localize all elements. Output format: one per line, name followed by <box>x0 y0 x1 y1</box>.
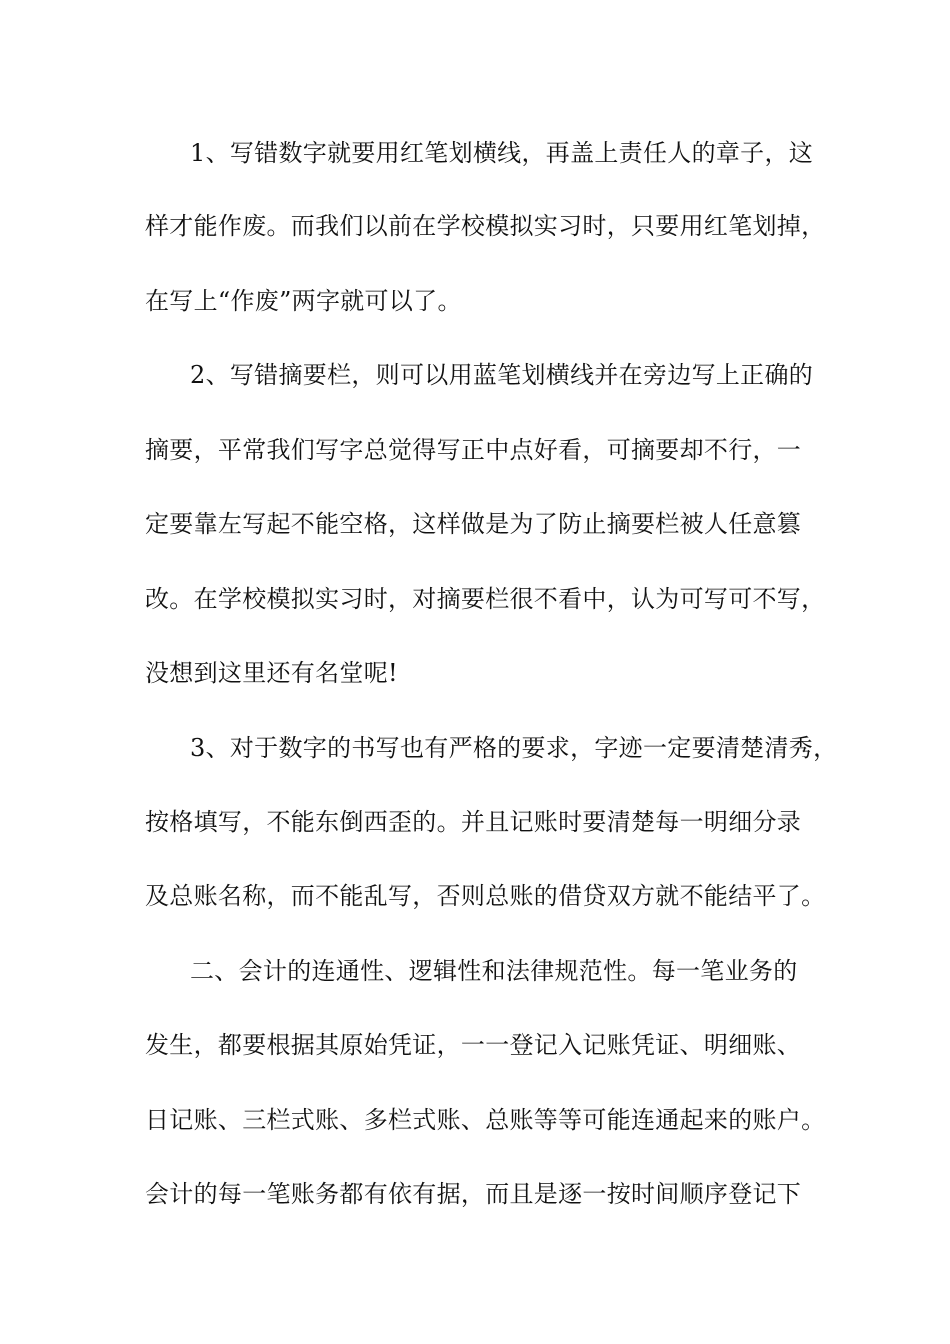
text-line: 在写上“作废”两字就可以了。 <box>145 287 462 315</box>
text-line: 2、写错摘要栏，则可以用蓝笔划横线并在旁边写上正确的 <box>190 361 814 389</box>
text-line: 定要靠左写起不能空格，这样做是为了防止摘要栏被人任意篡 <box>145 510 802 538</box>
text-line: 改。在学校模拟实习时，对摘要栏很不看中，认为可写可不写， <box>145 585 826 613</box>
text-line: 3、对于数字的书写也有严格的要求，字迹一定要清楚清秀， <box>190 734 838 762</box>
text-line: 1、写错数字就要用红笔划横线，再盖上责任人的章子，这 <box>190 139 814 167</box>
text-line: 会计的每一笔账务都有依有据，而且是逐一按时间顺序登记下 <box>145 1180 802 1208</box>
text-line: 日记账、三栏式账、多栏式账、总账等等可能连通起来的账户。 <box>145 1106 826 1134</box>
text-line: 摘要，平常我们写字总觉得写正中点好看，可摘要却不行，一 <box>145 436 802 464</box>
text-line: 没想到这里还有名堂呢! <box>145 659 398 687</box>
text-line: 二、会计的连通性、逻辑性和法律规范性。每一笔业务的 <box>190 957 798 985</box>
text-line: 发生，都要根据其原始凭证，一一登记入记账凭证、明细账、 <box>145 1031 802 1059</box>
text-line: 及总账名称，而不能乱写，否则总账的借贷双方就不能结平了。 <box>145 882 826 910</box>
text-line: 样才能作废。而我们以前在学校模拟实习时，只要用红笔划掉， <box>145 212 826 240</box>
text-line: 按格填写，不能东倒西歪的。并且记账时要清楚每一明细分录 <box>145 808 802 836</box>
